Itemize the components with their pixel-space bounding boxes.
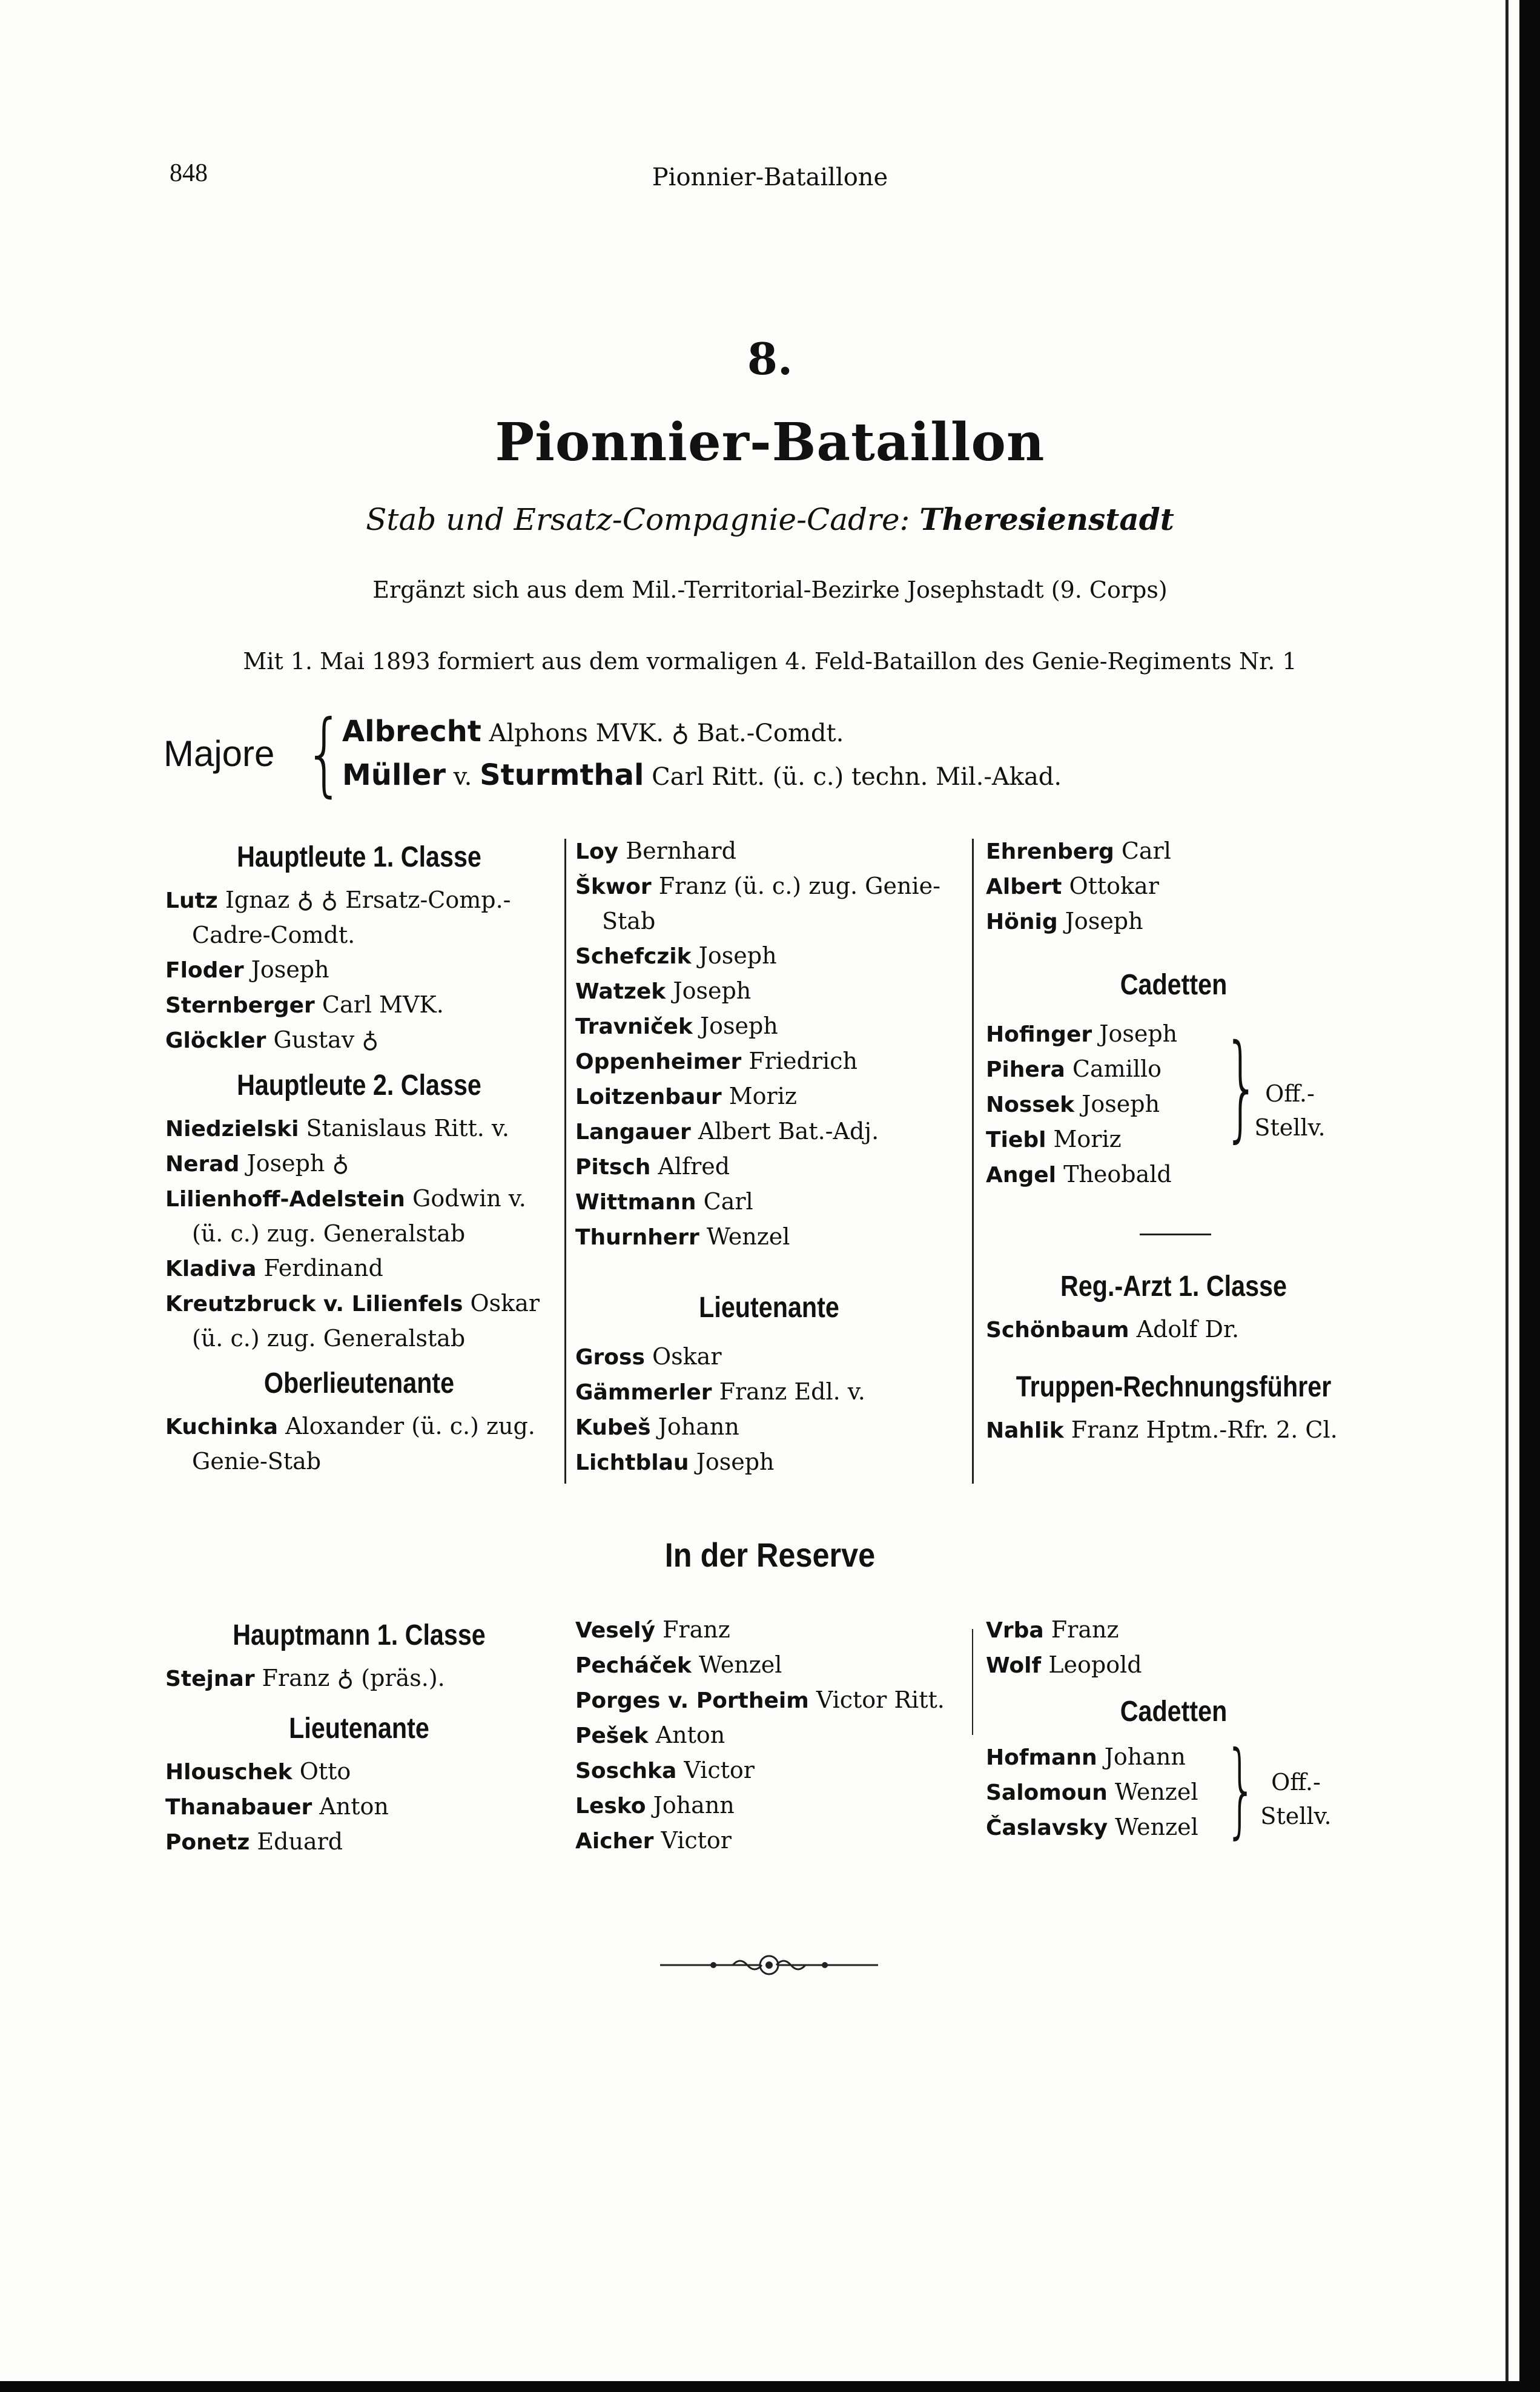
page-number: 848	[170, 159, 208, 187]
list-item: Watzek Joseph	[575, 977, 752, 1004]
recruitment-line: Ergänzt sich aus dem Mil.-Territorial-Bezirke Josephstadt (9. Corps)	[372, 577, 1168, 603]
list-item: Wittmann Carl	[575, 1188, 753, 1215]
list-item: Veselý Franz	[575, 1616, 730, 1643]
heading: Lieutenante	[699, 1292, 839, 1324]
rest: Alphons MVK. ♁ Bat.-Comdt.	[489, 719, 844, 747]
mid: v.	[453, 763, 472, 791]
list-item: Schönbaum Adolf Dr.	[986, 1316, 1240, 1343]
offstellv-label: Off.- Stellv.	[1254, 1080, 1326, 1141]
list-item: Sternberger Carl MVK.	[165, 991, 444, 1018]
list-item: Salomoun Wenzel	[986, 1779, 1198, 1805]
rest: Carl Ritt. (ü. c.) techn. Mil.-Akad.	[652, 763, 1062, 791]
list-item: Schefczik Joseph	[575, 942, 777, 969]
formation-line: Mit 1. Mai 1893 formiert aus dem vormaligen 4. Feld-Bataillon des Genie-Regiments Nr. 1	[243, 648, 1297, 675]
reserve-offstellv-label: Off.- Stellv.	[1260, 1769, 1332, 1829]
page-title: Pionnier-Bataillon	[495, 412, 1045, 473]
cadetten-brace: }	[1223, 1020, 1260, 1154]
list-item: Thurnherr Wenzel	[575, 1223, 790, 1250]
heading: Cadetten	[1120, 1696, 1228, 1728]
list-item: Kubeš Johann	[575, 1413, 739, 1440]
column-divider	[972, 1629, 973, 1735]
list-item: Nerad Joseph ♁	[165, 1150, 349, 1177]
name2: Sturmthal	[480, 758, 644, 792]
reserve-column-2	[575, 1613, 969, 1858]
list-item: Oppenheimer Friedrich	[575, 1048, 858, 1074]
reserve-column-1	[165, 1608, 553, 1860]
majore-brace: {	[304, 701, 345, 807]
list-item: Nahlik Franz Hptm.-Rfr. 2. Cl.	[986, 1416, 1338, 1443]
list-item-cont: Stab	[602, 908, 656, 934]
heading: Cadetten	[1120, 969, 1228, 1001]
list-item: Loitzenbaur Moriz	[575, 1083, 797, 1109]
list-item: Gross Oskar	[575, 1343, 722, 1370]
majore-row-2	[342, 758, 1062, 792]
subtitle-place: Theresienstadt	[919, 501, 1174, 537]
list-item: Škwor Franz (ü. c.) zug. Genie-	[575, 873, 940, 899]
list-item: Albert Ottokar	[986, 873, 1159, 899]
heading: Lieutenante	[289, 1713, 429, 1745]
list-item: Gämmerler Franz Edl. v.	[575, 1378, 865, 1405]
list-item: Hönig Joseph	[986, 908, 1143, 934]
heading: Hauptmann 1. Classe	[233, 1619, 486, 1651]
list-item-cont: (ü. c.) zug. Generalstab	[192, 1325, 466, 1352]
list-item: Kreutzbruck v. Lilienfels Oskar	[165, 1290, 540, 1317]
list-item: Porges v. Portheim Victor Ritt.	[575, 1687, 945, 1713]
list-item: Niedzielski Stanislaus Ritt. v.	[165, 1115, 509, 1141]
list-item: Travniček Joseph	[575, 1013, 778, 1039]
column-1	[165, 830, 553, 1479]
majore-label: Majore	[164, 733, 275, 774]
list-item: Hofmann Johann	[986, 1743, 1186, 1770]
list-item: Hlouschek Otto	[165, 1758, 351, 1785]
list-item: Glöckler Gustav ♁	[165, 1026, 379, 1053]
column-divider	[564, 839, 566, 1484]
list-item: Loy Bernhard	[575, 838, 736, 864]
list-item: Lilienhoff-Adelstein Godwin v.	[165, 1185, 526, 1212]
scan-edge-bottom	[0, 2381, 1540, 2392]
list-item: Soschka Victor	[575, 1757, 755, 1783]
subtitle	[0, 501, 1540, 537]
list-item: Thanabauer Anton	[165, 1793, 389, 1820]
list-item: Ehrenberg Carl	[986, 838, 1171, 864]
list-item-cont: Cadre-Comdt.	[192, 922, 355, 948]
majore-row-1	[342, 715, 844, 748]
list-item: Stejnar Franz ♁ (präs.).	[165, 1665, 445, 1691]
list-item: Lichtblau Joseph	[575, 1449, 775, 1475]
list-item: Hofinger Joseph	[986, 1020, 1178, 1047]
list-item: Aicher Victor	[575, 1827, 732, 1854]
list-item: Langauer Albert Bat.-Adj.	[575, 1118, 879, 1145]
list-item: Wolf Leopold	[986, 1651, 1142, 1678]
reserve-cadetten-brace: }	[1224, 1730, 1258, 1849]
section-number: 8.	[747, 333, 793, 385]
list-item: Floder Joseph	[165, 956, 329, 983]
list-item-cont: Genie-Stab	[192, 1448, 322, 1475]
list-item: Nossek Joseph	[986, 1091, 1160, 1117]
list-item: Lutz Ignaz ♁ ♁ Ersatz-Comp.-	[165, 887, 511, 913]
reserve-title: In der Reserve	[664, 1536, 876, 1574]
list-item: Vrba Franz	[986, 1616, 1119, 1643]
running-head: Pionnier-Bataillone	[652, 164, 888, 191]
list-item: Pecháček Wenzel	[575, 1651, 782, 1678]
heading: Hauptleute 2. Classe	[237, 1069, 481, 1102]
divider-dash	[1140, 1234, 1211, 1235]
list-item-cont: (ü. c.) zug. Generalstab	[192, 1220, 466, 1247]
list-item: Kuchinka Aloxander (ü. c.) zug.	[165, 1413, 535, 1439]
name: Müller	[342, 758, 446, 792]
list-item: Lesko Johann	[575, 1792, 735, 1819]
list-item: Angel Theobald	[986, 1161, 1172, 1188]
heading: Reg.-Arzt 1. Classe	[1060, 1270, 1287, 1303]
list-item: Časlavsky Wenzel	[986, 1814, 1198, 1840]
list-item: Pihera Camillo	[986, 1056, 1162, 1082]
list-item: Pešek Anton	[575, 1722, 725, 1748]
heading: Hauptleute 1. Classe	[237, 841, 481, 873]
subtitle-prefix: Stab und Ersatz-Compagnie-Cadre:	[366, 502, 910, 537]
heading: Truppen-Rechnungsführer	[1016, 1371, 1332, 1403]
ornament-divider	[660, 1953, 878, 1977]
name: Albrecht	[342, 715, 481, 748]
list-item: Tiebl Moriz	[986, 1126, 1122, 1152]
column-divider	[972, 839, 974, 1484]
column-2	[575, 834, 963, 1480]
heading: Oberlieutenante	[263, 1367, 455, 1399]
list-item: Ponetz Eduard	[165, 1828, 343, 1855]
list-item: Pitsch Alfred	[575, 1153, 730, 1180]
list-item: Kladiva Ferdinand	[165, 1255, 383, 1281]
